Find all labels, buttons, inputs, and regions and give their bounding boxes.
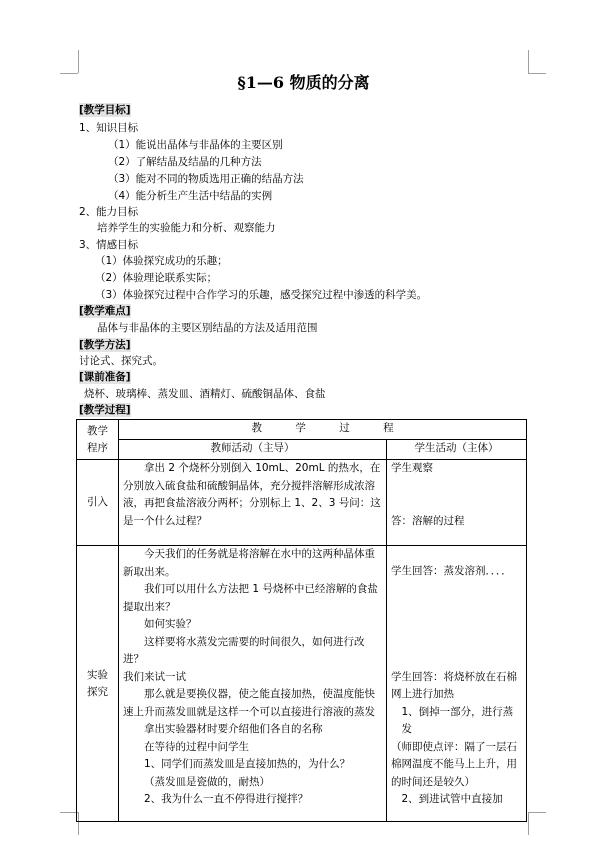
teacher-activity-text: 1、同学们而蒸发皿是直接加热的，为什么？ [144, 758, 351, 770]
process-table [76, 419, 527, 822]
table-row [77, 546, 527, 822]
program-cell: 引入 [77, 460, 119, 546]
table-header-row [77, 420, 527, 440]
teacher-activity-text: 拿出实验器材时要介绍他们各自的名称 [144, 723, 323, 735]
objectives-heading: [教学目标] [79, 104, 131, 116]
emotion-goal-item: （3）体验探究过程中合作学习的乐趣，感受探究过程中渗透的科学美。 [95, 289, 428, 301]
student-activity-text: 1、倒掉一部分，进行蒸发 [401, 705, 514, 735]
methods-text: 讨论式、探究式。 [79, 355, 163, 367]
preparation-heading: [课前准备] [79, 371, 131, 383]
emotion-goal-item: （1）体验探究成功的乐趣； [95, 255, 228, 267]
teacher-activity-cell [119, 546, 387, 822]
knowledge-goal-item: （4）能分析生产生活中结晶的实例 [108, 190, 273, 202]
teacher-activity-text: 我们可以用什么方法把 1 号烧杯中已经溶解的食盐提取出来？ [123, 583, 378, 613]
student-activity-text: （师即使点评：隔了一层石棉网温度不能马上上升，用的时间还是较久） [391, 740, 517, 788]
teacher-activity-text: 如何实验？ [144, 618, 197, 630]
student-activity-cell [387, 546, 527, 822]
program-header-line: 教学 [87, 424, 108, 437]
knowledge-goal-item: （2）了解结晶及结晶的几种方法 [108, 156, 262, 168]
student-activity-text: 答：溶解的过程 [391, 514, 465, 527]
teacher-activity-text: 在等待的过程中问学生 [144, 740, 249, 753]
student-activity-text: 学生观察 [391, 462, 433, 474]
table-subheader-row [77, 440, 527, 460]
process-heading: [教学过程] [79, 404, 131, 416]
page-title: §1—6 物质的分离 [237, 73, 370, 92]
student-activity-cell [387, 460, 527, 546]
program-header-cell [77, 420, 119, 460]
knowledge-goal-item: （3）能对不同的物质选用正确的结晶方法 [108, 173, 304, 185]
table-row [77, 460, 527, 546]
crop-mark-bottom-right [528, 812, 529, 835]
program-cell: 实验探究 [77, 546, 119, 822]
emotion-goal-label: 3、情感目标 [79, 239, 139, 251]
student-activity-text: 学生回答：将烧杯放在石棉网上进行加热 [391, 670, 517, 700]
ability-goal-label: 2、能力目标 [79, 206, 139, 218]
process-header-cell: 教 学 过 程 [119, 420, 527, 440]
teacher-activity-text: 那么就是要换仪器，使之能直接加热，使温度能快速上升而蒸发皿就是这样一个可以直接进行溶液的蒸发 [123, 688, 375, 718]
teacher-activity-cell [119, 460, 387, 546]
student-activity-text: 2、到进试管中直接加 [401, 793, 503, 805]
knowledge-goal-label: 1、知识目标 [79, 122, 139, 134]
teacher-activity-text: 我们来试一试 [123, 670, 186, 683]
difficulty-text: 晶体与非晶体的主要区别结晶的方法及适用范围 [97, 322, 318, 334]
student-activity-text: 学生回答：蒸发溶剂．．．． [391, 565, 512, 577]
knowledge-goal-item: （1）能说出晶体与非晶体的主要区别 [108, 139, 283, 151]
preparation-text: 烧杯、玻璃棒、蒸发皿、酒精灯、硫酸铜晶体、食盐 [84, 388, 326, 400]
teacher-activity-text: 这样要将水蒸发完需要的时间很久，如何进行改进？ [123, 635, 365, 665]
ability-goal-text: 培养学生的实验能力和分析、观察能力 [97, 222, 276, 234]
crop-mark-bottom-right [528, 812, 546, 813]
difficulty-heading: [教学难点] [79, 305, 131, 317]
teacher-activity-text: 拿出 2 个烧杯分别倒入 10mL、20mL 的热水，在分别放入硫食盐和硫酸铜晶体，充分搅拌溶解形成浓溶液，再把食盐溶液分两杯；分别标上 1、2、3 号问：这是一个什么过程？ [123, 462, 381, 527]
teacher-activity-header: 教师活动（主导） [119, 440, 387, 460]
student-activity-header: 学生活动（主体） [387, 440, 527, 460]
emotion-goal-item: （2）体验理论联系实际； [95, 272, 218, 284]
teacher-activity-text: 2、我为什么一直不停得进行搅拌？ [144, 793, 309, 805]
teacher-activity-text: 今天我们的任务就是将溶解在水中的这两种晶体重新取出来。 [123, 548, 375, 578]
methods-heading: [教学方法] [79, 339, 131, 351]
teacher-activity-text: （蒸发皿是瓷做的，耐热） [144, 775, 270, 788]
program-header-line: 程序 [87, 441, 108, 454]
